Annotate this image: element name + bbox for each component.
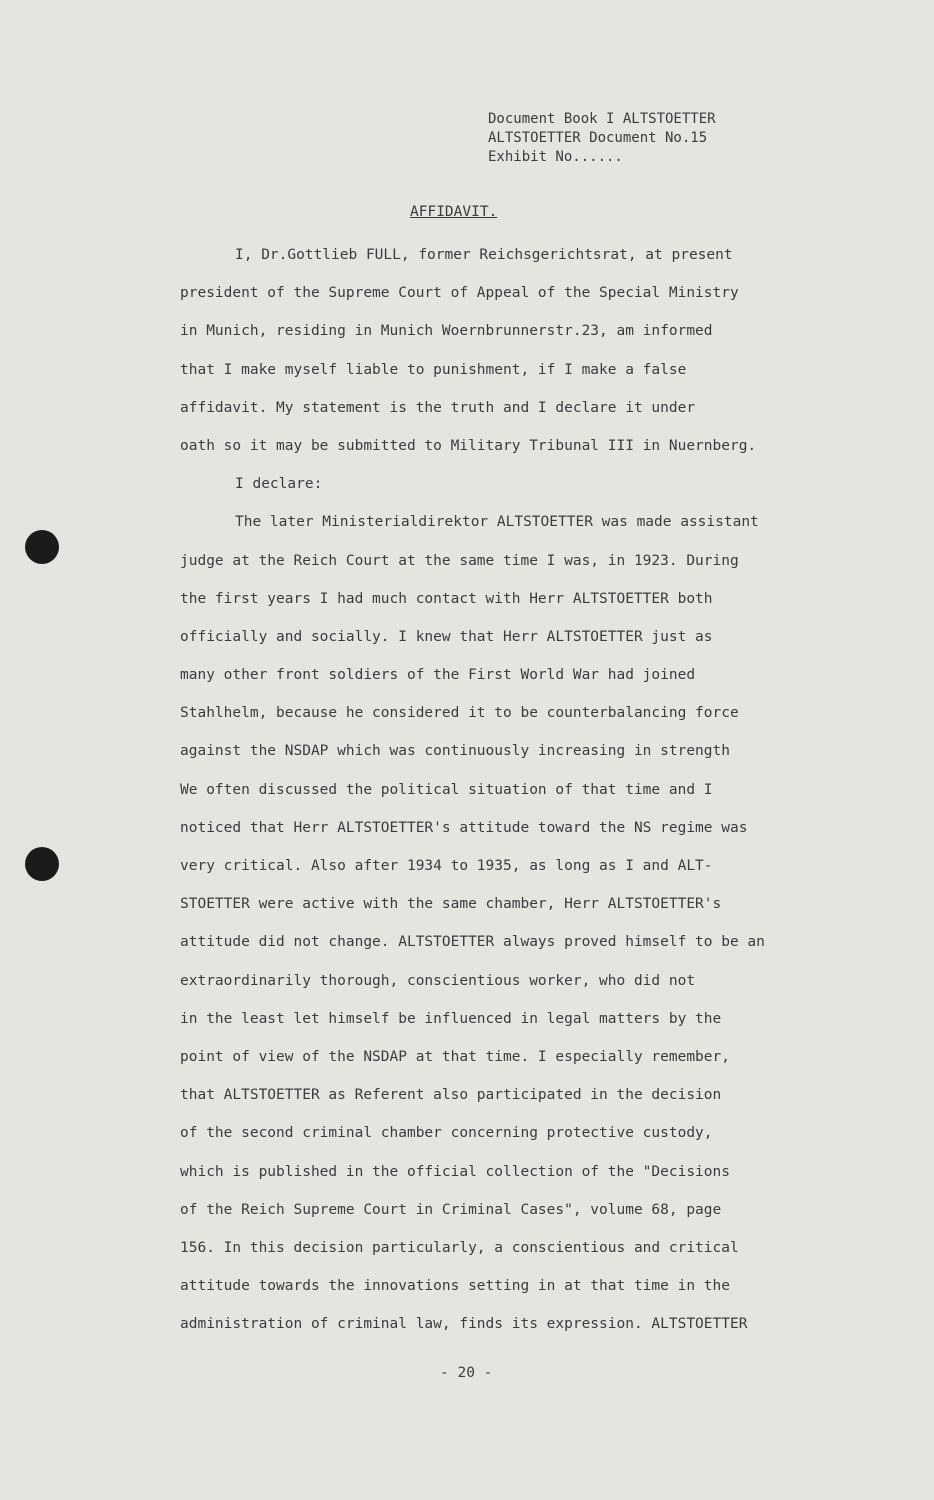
body-line: against the NSDAP which was continuously increasing in strength: [180, 743, 730, 760]
body-line: 156. In this decision particularly, a conscientious and critical: [180, 1239, 739, 1256]
body-line: attitude towards the innovations setting in at that time in the: [180, 1278, 730, 1295]
body-line: of the Reich Supreme Court in Criminal Cases", volume 68, page: [180, 1201, 722, 1218]
punch-hole: [25, 530, 59, 564]
body-line: oath so it may be submitted to Military Tribunal III in Nuernberg.: [180, 437, 757, 454]
body-line: very critical. Also after 1934 to 1935, as long as I and ALT-: [180, 858, 713, 874]
body-line: the first years I had much contact with Herr ALTSTOETTER both: [180, 590, 713, 607]
body-line: noticed that Herr ALTSTOETTER's attitude toward the NS regime was: [180, 819, 748, 836]
body-line: attitude did not change. ALTSTOETTER always proved himself to be an: [180, 934, 765, 951]
body-line: I, Dr.Gottlieb FULL, former Reichsgerichtsrat, at present: [235, 247, 733, 263]
punch-hole: [25, 847, 59, 881]
document-title: AFFIDAVIT.: [410, 204, 498, 220]
body-line: administration of criminal law, finds its expression. ALTSTOETTER: [180, 1316, 748, 1333]
header-line-3: Exhibit No......: [488, 149, 623, 165]
body-line: We often discussed the political situation of that time and I: [180, 781, 713, 798]
body-line: in the least let himself be influenced in legal matters by the: [180, 1010, 722, 1027]
page-number: - 20 -: [440, 1365, 493, 1381]
body-line: point of view of the NSDAP at that time. I especially remember,: [180, 1048, 730, 1065]
header-line-2: ALTSTOETTER Document No.15: [488, 130, 708, 146]
body-line: affidavit. My statement is the truth and I declare it under: [180, 399, 696, 416]
body-line: Stahlhelm, because he considered it to be counterbalancing force: [180, 705, 739, 722]
header-line-1: Document Book I ALTSTOETTER: [488, 111, 716, 127]
body-line: of the second criminal chamber concerning protective custody,: [180, 1125, 713, 1142]
body-line: I declare:: [235, 476, 323, 493]
body-line: judge at the Reich Court at the same time I was, in 1923. During: [180, 552, 739, 569]
body-line: in Munich, residing in Munich Woernbrunnerstr.23, am informed: [180, 323, 713, 340]
document-body: [180, 240, 840, 1347]
body-line: The later Ministerialdirektor ALTSTOETTER was made assistant: [235, 514, 759, 531]
body-line: STOETTER were active with the same chamber, Herr ALTSTOETTER's: [180, 896, 722, 913]
body-line: that ALTSTOETTER as Referent also participated in the decision: [180, 1087, 722, 1104]
body-line: president of the Supreme Court of Appeal of the Special Ministry: [180, 285, 739, 302]
body-line: that I make myself liable to punishment, if I make a false: [180, 361, 687, 378]
body-line: many other front soldiers of the First World War had joined: [180, 667, 696, 684]
document-header: [488, 110, 788, 167]
body-line: which is published in the official collection of the "Decisions: [180, 1163, 730, 1180]
body-line: extraordinarily thorough, conscientious worker, who did not: [180, 972, 696, 989]
body-line: officially and socially. I knew that Herr ALTSTOETTER just as: [180, 628, 713, 645]
